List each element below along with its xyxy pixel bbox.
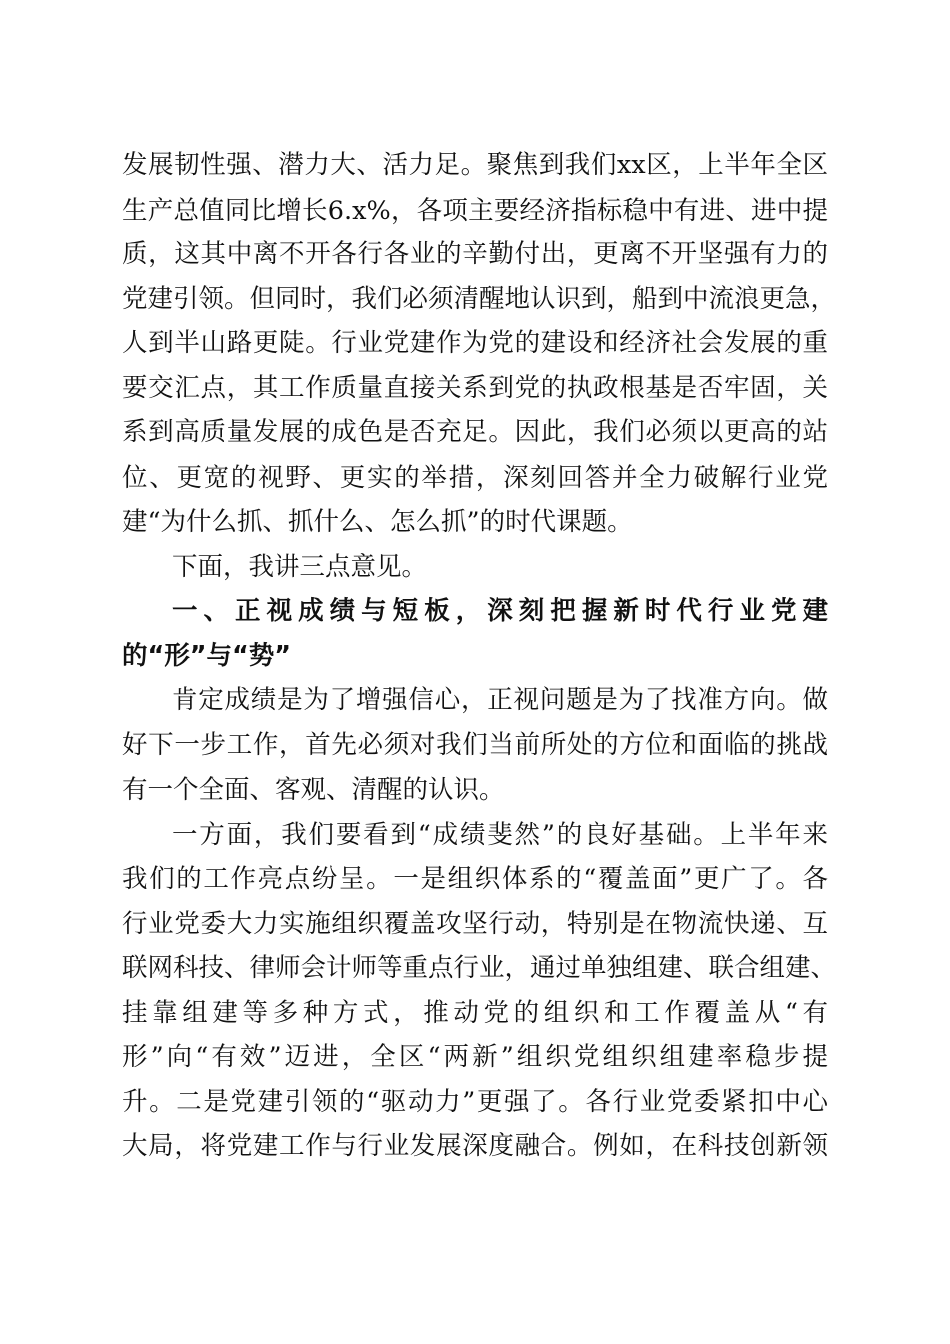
body-text-line: 建“为什么抓、抓什么、怎么抓”的时代课题。 — [122, 507, 633, 537]
body-text-line: 系到高质量发展的成色是否充足。因此，我们必须以更高的站 — [122, 417, 828, 447]
body-text-line: 下面，我讲三点意见。 — [172, 552, 428, 582]
body-text-line: 肯定成绩是为了增强信心，正视问题是为了找准方向。做 — [172, 685, 828, 715]
body-text-line: 好下一步工作，首先必须对我们当前所处的方位和面临的挑战 — [122, 730, 828, 760]
body-text-line: 挂靠组建等多种方式，推动党的组织和工作覆盖从“有 — [122, 998, 828, 1028]
body-text-line: 行业党委大力实施组织覆盖攻坚行动，特别是在物流快递、互 — [122, 909, 828, 939]
body-text-line: 质，这其中离不开各行各业的辛勤付出，更离不开坚强有力的 — [122, 239, 828, 269]
body-text-line: 联网科技、律师会计师等重点行业，通过单独组建、联合组建、 — [122, 953, 837, 983]
body-text-line: 形”向“有效”迈进，全区“两新”组织党组织组建率稳步提 — [122, 1042, 828, 1072]
section-heading: 的“形”与“势” — [122, 641, 292, 671]
body-text-line: 生产总值同比增长6.x%，各项主要经济指标稳中有进、进中提 — [122, 196, 828, 226]
body-text-line: 有一个全面、客观、清醒的认识。 — [122, 775, 505, 805]
body-text-line: 党建引领。但同时，我们必须清醒地认识到，船到中流浪更急， — [122, 284, 837, 314]
body-text-line: 我们的工作亮点纷呈。一是组织体系的“覆盖面”更广了。各 — [122, 864, 828, 894]
body-text-line: 大局，将党建工作与行业发展深度融合。例如，在科技创新领 — [122, 1131, 828, 1161]
body-text-line: 发展韧性强、潜力大、活力足。聚焦到我们xx区，上半年全区 — [122, 150, 828, 180]
section-heading: 一、正视成绩与短板，深刻把握新时代行业党建 — [172, 596, 828, 626]
body-text-line: 人到半山路更陡。行业党建作为党的建设和经济社会发展的重 — [122, 328, 828, 358]
body-text-line: 位、更宽的视野、更实的举措，深刻回答并全力破解行业党 — [122, 463, 828, 493]
body-text-line: 要交汇点，其工作质量直接关系到党的执政根基是否牢固，关 — [122, 373, 828, 403]
body-text-line: 升。二是党建引领的“驱动力”更强了。各行业党委紧扣中心 — [122, 1087, 828, 1117]
body-text-line: 一方面，我们要看到“成绩斐然”的良好基础。上半年来 — [172, 820, 828, 850]
